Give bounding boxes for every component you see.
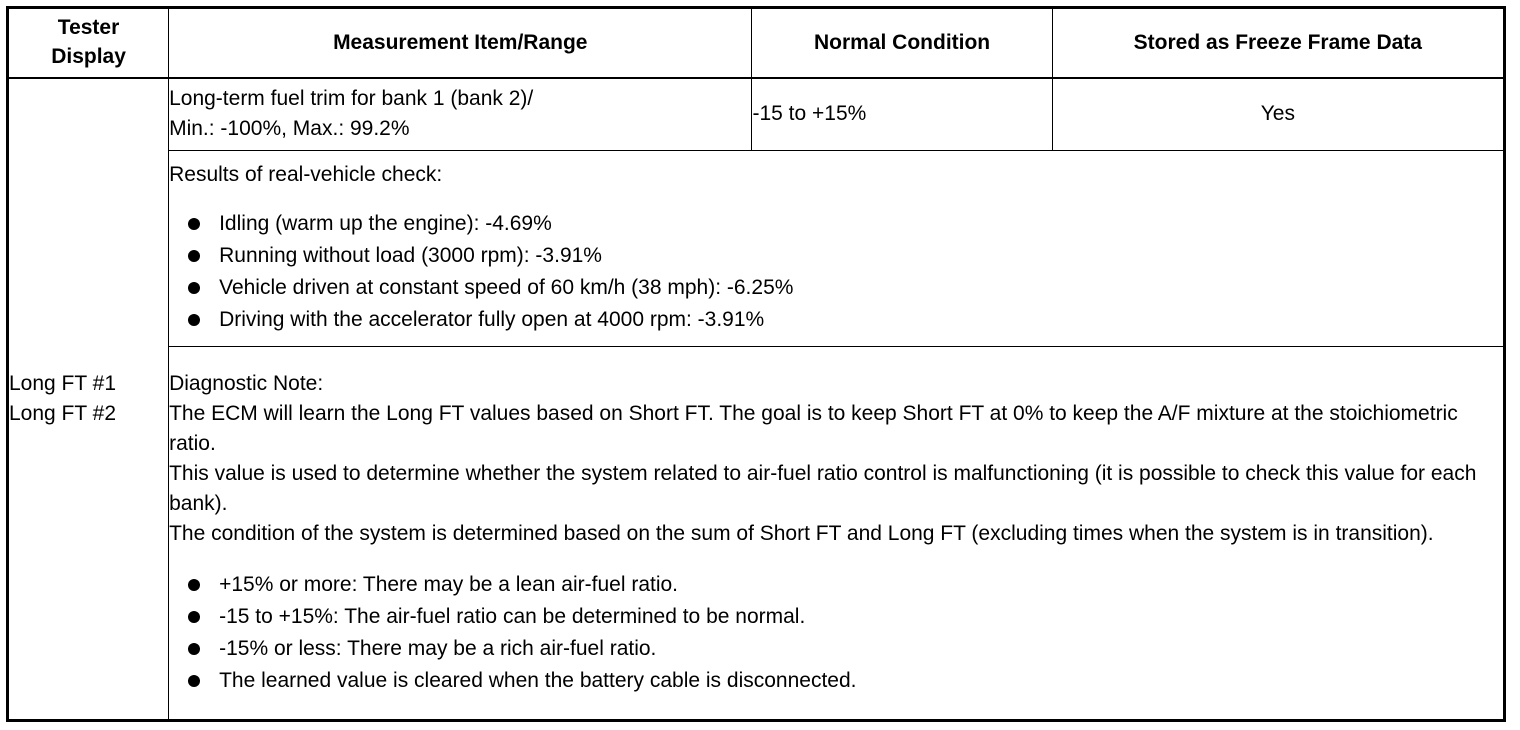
header-tester-display: Tester Display [8,8,169,79]
list-item: -15% or less: There may be a rich air-fuel ratio. [169,633,1503,665]
list-item: Idling (warm up the engine): -4.69% [169,208,1503,240]
bullet-icon [188,611,200,623]
table-row [8,78,1505,150]
bullet-icon [188,643,200,655]
bullet-icon [188,675,200,687]
freeze-frame-cell: Yes [1052,78,1504,150]
diagnostic-row [8,346,1505,721]
list-item: The learned value is cleared when the battery cable is disconnected. [169,665,1503,697]
bullet-icon [188,250,200,262]
normal-condition-cell: -15 to +15% [752,78,1052,150]
bullet-icon [188,579,200,591]
header-row [8,8,1505,79]
bullet-icon [188,282,200,294]
results-row [8,150,1505,346]
diagnostic-list [169,569,1503,697]
measurement-cell: Long-term fuel trim for bank 1 (bank 2)/ Min.: -100%, Max.: 99.2% [169,78,752,150]
list-item: -15 to +15%: The air-fuel ratio can be determined to be normal. [169,601,1503,633]
diagnostic-paragraph: The condition of the system is determined based on the sum of Short FT and Long FT (excluding times when the system is in transition). [169,521,1434,545]
list-item: +15% or more: There may be a lean air-fuel ratio. [169,569,1503,601]
list-item: Driving with the accelerator fully open at 4000 rpm: -3.91% [169,304,1503,336]
spec-table [6,6,1506,722]
diagnostic-cell [169,346,1505,721]
list-item: Vehicle driven at constant speed of 60 km/h (38 mph): -6.25% [169,272,1503,304]
results-cell [169,150,1505,346]
header-normal-condition: Normal Condition [752,8,1052,79]
list-item: Running without load (3000 rpm): -3.91% [169,240,1503,272]
diagnostic-paragraph: This value is used to determine whether the system related to air-fuel ratio control is malfunctioning (it is possible to check this value for each bank). [169,461,1477,515]
tester-display-cell: Long FT #1 Long FT #2 [8,78,169,721]
bullet-icon [188,314,200,326]
header-measurement: Measurement Item/Range [169,8,752,79]
diagnostic-paragraph: The ECM will learn the Long FT values based on Short FT. The goal is to keep Short FT at 0% to keep the A/F mixture at the stoichiometric ratio. [169,401,1458,455]
diagnostic-heading: Diagnostic Note: [169,371,324,395]
header-freeze-frame: Stored as Freeze Frame Data [1052,8,1504,79]
bullet-icon [188,218,200,230]
results-heading: Results of real-vehicle check: [169,163,443,187]
results-list [169,208,1503,336]
